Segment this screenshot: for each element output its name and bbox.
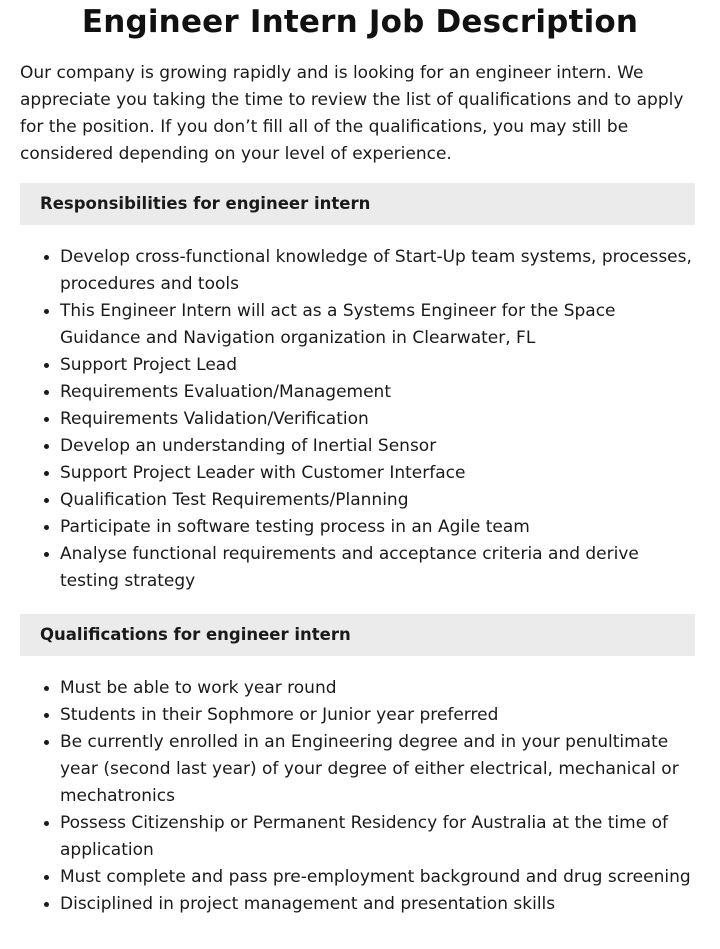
list-item: • This Engineer Intern will act as a Systems Engineer for the Space Guidance and Navigation organization in Clearwater, FL <box>60 298 700 352</box>
list-item: • Participate in software testing process in an Agile team <box>60 514 700 541</box>
list-item: • Support Project Leader with Customer Interface <box>60 460 700 487</box>
list-item: • Must be able to work year round <box>60 675 700 702</box>
responsibilities-heading: Responsibilities for engineer intern <box>20 183 695 225</box>
list-item: • Qualification Test Requirements/Planning <box>60 487 700 514</box>
list-item: • Requirements Evaluation/Management <box>60 379 700 406</box>
list-item: • Be currently enrolled in an Engineering degree and in your penultimate year (second last year) of your degree of either electrical, mechanical or mechatronics <box>60 729 700 810</box>
list-item: • Develop cross-functional knowledge of Start-Up team systems, processes, procedures and tools <box>60 244 700 298</box>
list-item: • Disciplined in project management and presentation skills <box>60 891 700 918</box>
list-item: • Students in their Sophmore or Junior year preferred <box>60 702 700 729</box>
list-item: • Develop an understanding of Inertial Sensor <box>60 433 700 460</box>
list-item: • Must complete and pass pre-employment background and drug screening <box>60 864 700 891</box>
responsibilities-list <box>20 244 700 595</box>
list-item: • Support Project Lead <box>60 352 700 379</box>
qualifications-heading: Qualifications for engineer intern <box>20 614 695 656</box>
qualifications-list <box>20 675 700 918</box>
intro-paragraph: Our company is growing rapidly and is looking for an engineer intern. We appreciate you taking the time to review the list of qualifications and to apply for the position. If you don’t fill all of the qualifications, you may still be considered depending on your level of experience. <box>20 63 684 164</box>
page-title: Engineer Intern Job Description <box>81 4 639 40</box>
list-item: • Possess Citizenship or Permanent Residency for Australia at the time of application <box>60 810 700 864</box>
list-item: • Analyse functional requirements and acceptance criteria and derive testing strategy <box>60 541 700 595</box>
list-item: • Requirements Validation/Verification <box>60 406 700 433</box>
